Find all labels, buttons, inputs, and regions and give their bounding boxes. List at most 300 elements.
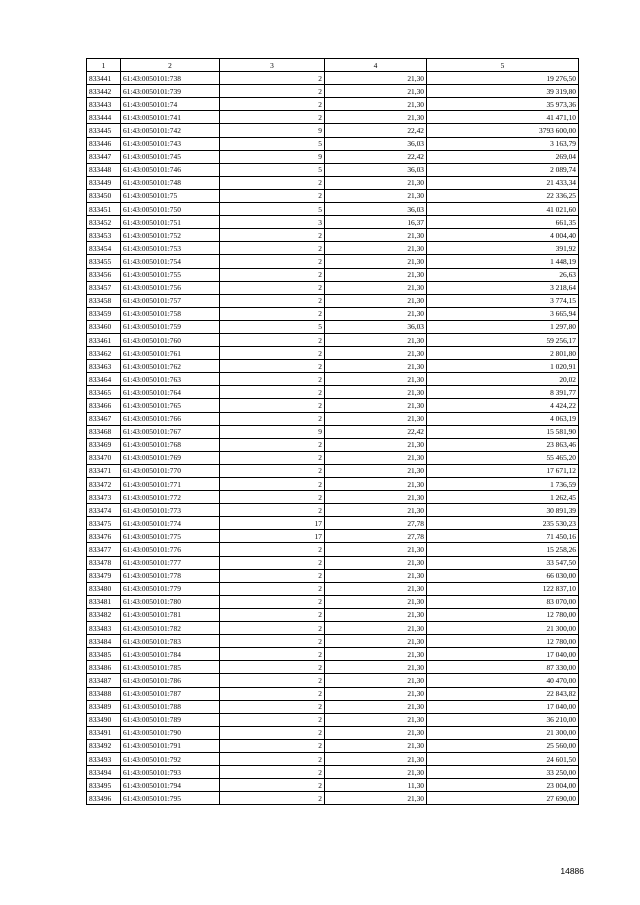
cadastral-number-cell: 61:43:0050101:742: [121, 124, 220, 137]
table-row: [87, 399, 579, 412]
value-5-cell: 17 040,00: [427, 648, 579, 661]
value-4-cell: 21,30: [325, 582, 427, 595]
value-3-cell: 2: [220, 360, 325, 373]
cadastral-number-cell: 61:43:0050101:790: [121, 726, 220, 739]
value-5-cell: 1 448,19: [427, 255, 579, 268]
row-number-cell: 833442: [87, 85, 121, 98]
value-3-cell: 2: [220, 582, 325, 595]
value-3-cell: 2: [220, 713, 325, 726]
cadastral-number-cell: 61:43:0050101:786: [121, 674, 220, 687]
table-row: [87, 713, 579, 726]
value-4-cell: 36,03: [325, 137, 427, 150]
value-4-cell: 21,30: [325, 674, 427, 687]
cadastral-number-cell: 61:43:0050101:769: [121, 451, 220, 464]
row-number-cell: 833460: [87, 320, 121, 333]
value-3-cell: 2: [220, 595, 325, 608]
row-number-cell: 833447: [87, 150, 121, 163]
row-number-cell: 833474: [87, 504, 121, 517]
table-row: [87, 85, 579, 98]
table-row: [87, 464, 579, 477]
table-row: [87, 373, 579, 386]
table-body: [87, 72, 579, 805]
value-5-cell: 17 671,12: [427, 464, 579, 477]
value-3-cell: 2: [220, 294, 325, 307]
row-number-cell: 833449: [87, 176, 121, 189]
row-number-cell: 833486: [87, 661, 121, 674]
value-4-cell: 36,03: [325, 203, 427, 216]
table-row: [87, 648, 579, 661]
value-3-cell: 2: [220, 255, 325, 268]
table-row: [87, 320, 579, 333]
value-3-cell: 2: [220, 752, 325, 765]
row-number-cell: 833450: [87, 189, 121, 202]
page-number: 14886: [560, 866, 584, 876]
row-number-cell: 833490: [87, 713, 121, 726]
table-row: [87, 582, 579, 595]
cadastral-number-cell: 61:43:0050101:754: [121, 255, 220, 268]
cadastral-number-cell: 61:43:0050101:757: [121, 294, 220, 307]
value-4-cell: 21,30: [325, 438, 427, 451]
value-4-cell: 21,30: [325, 373, 427, 386]
row-number-cell: 833480: [87, 582, 121, 595]
value-5-cell: 22 843,82: [427, 687, 579, 700]
table-row: [87, 360, 579, 373]
table-row: [87, 543, 579, 556]
value-4-cell: 21,30: [325, 98, 427, 111]
table-row: [87, 700, 579, 713]
table-row: [87, 530, 579, 543]
value-4-cell: 21,30: [325, 229, 427, 242]
table-row: [87, 203, 579, 216]
value-3-cell: 2: [220, 661, 325, 674]
table-row: [87, 504, 579, 517]
value-5-cell: 35 973,36: [427, 98, 579, 111]
table-row: [87, 150, 579, 163]
header-row: [87, 59, 579, 72]
row-number-cell: 833489: [87, 700, 121, 713]
table-row: [87, 661, 579, 674]
value-5-cell: 269,04: [427, 150, 579, 163]
row-number-cell: 833473: [87, 491, 121, 504]
value-5-cell: 39 319,80: [427, 85, 579, 98]
cadastral-number-cell: 61:43:0050101:781: [121, 608, 220, 621]
value-4-cell: 21,30: [325, 491, 427, 504]
table-row: [87, 137, 579, 150]
cadastral-number-cell: 61:43:0050101:746: [121, 163, 220, 176]
value-3-cell: 2: [220, 373, 325, 386]
value-3-cell: 2: [220, 72, 325, 85]
value-5-cell: 12 780,00: [427, 635, 579, 648]
value-5-cell: 21 433,34: [427, 176, 579, 189]
cadastral-number-cell: 61:43:0050101:794: [121, 779, 220, 792]
column-header: 1: [87, 59, 121, 72]
value-3-cell: 17: [220, 530, 325, 543]
value-5-cell: 3793 600,00: [427, 124, 579, 137]
cadastral-number-cell: 61:43:0050101:783: [121, 635, 220, 648]
row-number-cell: 833484: [87, 635, 121, 648]
row-number-cell: 833470: [87, 451, 121, 464]
cadastral-number-cell: 61:43:0050101:789: [121, 713, 220, 726]
value-5-cell: 26,63: [427, 268, 579, 281]
row-number-cell: 833459: [87, 307, 121, 320]
value-4-cell: 36,03: [325, 163, 427, 176]
value-3-cell: 5: [220, 203, 325, 216]
cadastral-number-cell: 61:43:0050101:768: [121, 438, 220, 451]
cadastral-number-cell: 61:43:0050101:761: [121, 347, 220, 360]
value-4-cell: 21,30: [325, 412, 427, 425]
value-4-cell: 21,30: [325, 451, 427, 464]
value-4-cell: 21,30: [325, 333, 427, 346]
table-row: [87, 569, 579, 582]
row-number-cell: 833444: [87, 111, 121, 124]
value-4-cell: 11,30: [325, 779, 427, 792]
value-4-cell: 21,30: [325, 386, 427, 399]
row-number-cell: 833488: [87, 687, 121, 700]
value-3-cell: 3: [220, 216, 325, 229]
value-4-cell: 21,30: [325, 281, 427, 294]
value-5-cell: 24 601,50: [427, 752, 579, 765]
value-4-cell: 21,30: [325, 347, 427, 360]
table-row: [87, 229, 579, 242]
value-3-cell: 2: [220, 779, 325, 792]
value-5-cell: 22 336,25: [427, 189, 579, 202]
value-4-cell: 21,30: [325, 700, 427, 713]
row-number-cell: 833485: [87, 648, 121, 661]
value-5-cell: 17 040,00: [427, 700, 579, 713]
value-3-cell: 2: [220, 333, 325, 346]
value-5-cell: 3 163,79: [427, 137, 579, 150]
cadastral-number-cell: 61:43:0050101:773: [121, 504, 220, 517]
value-4-cell: 21,30: [325, 648, 427, 661]
row-number-cell: 833472: [87, 478, 121, 491]
value-4-cell: 21,30: [325, 752, 427, 765]
row-number-cell: 833451: [87, 203, 121, 216]
row-number-cell: 833491: [87, 726, 121, 739]
table-row: [87, 163, 579, 176]
cadastral-number-cell: 61:43:0050101:767: [121, 425, 220, 438]
table-row: [87, 595, 579, 608]
value-3-cell: 2: [220, 792, 325, 805]
cadastral-number-cell: 61:43:0050101:766: [121, 412, 220, 425]
value-3-cell: 2: [220, 700, 325, 713]
value-5-cell: 33 250,00: [427, 766, 579, 779]
row-number-cell: 833462: [87, 347, 121, 360]
row-number-cell: 833461: [87, 333, 121, 346]
value-3-cell: 2: [220, 687, 325, 700]
cadastral-number-cell: 61:43:0050101:774: [121, 517, 220, 530]
row-number-cell: 833453: [87, 229, 121, 242]
cadastral-number-cell: 61:43:0050101:765: [121, 399, 220, 412]
value-4-cell: 21,30: [325, 622, 427, 635]
table-row: [87, 556, 579, 569]
value-5-cell: 59 256,17: [427, 333, 579, 346]
table-row: [87, 242, 579, 255]
table-row: [87, 766, 579, 779]
row-number-cell: 833495: [87, 779, 121, 792]
value-4-cell: 21,30: [325, 111, 427, 124]
value-5-cell: 23 004,00: [427, 779, 579, 792]
value-3-cell: 2: [220, 451, 325, 464]
cadastral-number-cell: 61:43:0050101:788: [121, 700, 220, 713]
cadastral-number-cell: 61:43:0050101:762: [121, 360, 220, 373]
row-number-cell: 833456: [87, 268, 121, 281]
value-3-cell: 2: [220, 98, 325, 111]
cadastral-number-cell: 61:43:0050101:763: [121, 373, 220, 386]
value-4-cell: 27,78: [325, 517, 427, 530]
value-5-cell: 21 300,00: [427, 726, 579, 739]
value-3-cell: 2: [220, 399, 325, 412]
value-5-cell: 122 837,10: [427, 582, 579, 595]
cadastral-number-cell: 61:43:0050101:791: [121, 739, 220, 752]
value-5-cell: 87 330,00: [427, 661, 579, 674]
cadastral-number-cell: 61:43:0050101:748: [121, 176, 220, 189]
table-row: [87, 176, 579, 189]
value-5-cell: 27 690,00: [427, 792, 579, 805]
table-row: [87, 438, 579, 451]
cadastral-number-cell: 61:43:0050101:792: [121, 752, 220, 765]
row-number-cell: 833448: [87, 163, 121, 176]
value-4-cell: 21,30: [325, 464, 427, 477]
column-header: 3: [220, 59, 325, 72]
value-3-cell: 2: [220, 648, 325, 661]
cadastral-number-cell: 61:43:0050101:756: [121, 281, 220, 294]
value-4-cell: 27,78: [325, 530, 427, 543]
column-header: 4: [325, 59, 427, 72]
row-number-cell: 833464: [87, 373, 121, 386]
value-3-cell: 2: [220, 622, 325, 635]
value-4-cell: 21,30: [325, 792, 427, 805]
row-number-cell: 833445: [87, 124, 121, 137]
cadastral-number-cell: 61:43:0050101:771: [121, 478, 220, 491]
row-number-cell: 833475: [87, 517, 121, 530]
value-5-cell: 30 891,39: [427, 504, 579, 517]
value-5-cell: 15 258,26: [427, 543, 579, 556]
value-3-cell: 2: [220, 85, 325, 98]
value-3-cell: 2: [220, 189, 325, 202]
value-4-cell: 21,30: [325, 556, 427, 569]
value-5-cell: 391,92: [427, 242, 579, 255]
row-number-cell: 833496: [87, 792, 121, 805]
value-5-cell: 1 297,80: [427, 320, 579, 333]
value-4-cell: 21,30: [325, 595, 427, 608]
row-number-cell: 833468: [87, 425, 121, 438]
value-5-cell: 2 801,80: [427, 347, 579, 360]
value-5-cell: 2 089,74: [427, 163, 579, 176]
column-header: 5: [427, 59, 579, 72]
value-5-cell: 33 547,50: [427, 556, 579, 569]
cadastral-number-cell: 61:43:0050101:758: [121, 307, 220, 320]
row-number-cell: 833478: [87, 556, 121, 569]
value-3-cell: 2: [220, 268, 325, 281]
value-4-cell: 21,30: [325, 242, 427, 255]
value-4-cell: 21,30: [325, 255, 427, 268]
value-3-cell: 2: [220, 412, 325, 425]
value-5-cell: 3 218,64: [427, 281, 579, 294]
cadastral-number-cell: 61:43:0050101:752: [121, 229, 220, 242]
table-row: [87, 111, 579, 124]
cadastral-number-cell: 61:43:0050101:75: [121, 189, 220, 202]
value-4-cell: 21,30: [325, 360, 427, 373]
cadastral-number-cell: 61:43:0050101:775: [121, 530, 220, 543]
cadastral-number-cell: 61:43:0050101:777: [121, 556, 220, 569]
cadastral-number-cell: 61:43:0050101:755: [121, 268, 220, 281]
cadastral-number-cell: 61:43:0050101:793: [121, 766, 220, 779]
value-5-cell: 15 581,90: [427, 425, 579, 438]
value-5-cell: 41 021,60: [427, 203, 579, 216]
value-5-cell: 8 391,77: [427, 386, 579, 399]
table-row: [87, 478, 579, 491]
row-number-cell: 833471: [87, 464, 121, 477]
value-5-cell: 36 210,00: [427, 713, 579, 726]
row-number-cell: 833482: [87, 608, 121, 621]
value-3-cell: 2: [220, 464, 325, 477]
row-number-cell: 833483: [87, 622, 121, 635]
value-4-cell: 22,42: [325, 124, 427, 137]
value-5-cell: 21 300,00: [427, 622, 579, 635]
value-3-cell: 2: [220, 176, 325, 189]
cadastral-number-cell: 61:43:0050101:772: [121, 491, 220, 504]
table-row: [87, 347, 579, 360]
value-3-cell: 9: [220, 124, 325, 137]
value-4-cell: 16,37: [325, 216, 427, 229]
value-3-cell: 2: [220, 739, 325, 752]
table-row: [87, 268, 579, 281]
value-4-cell: 21,30: [325, 294, 427, 307]
cadastral-number-cell: 61:43:0050101:795: [121, 792, 220, 805]
value-3-cell: 2: [220, 674, 325, 687]
value-4-cell: 21,30: [325, 569, 427, 582]
row-number-cell: 833452: [87, 216, 121, 229]
value-4-cell: 21,30: [325, 687, 427, 700]
value-4-cell: 21,30: [325, 504, 427, 517]
row-number-cell: 833469: [87, 438, 121, 451]
row-number-cell: 833454: [87, 242, 121, 255]
table-row: [87, 189, 579, 202]
table-row: [87, 674, 579, 687]
value-4-cell: 21,30: [325, 399, 427, 412]
table-row: [87, 622, 579, 635]
row-number-cell: 833476: [87, 530, 121, 543]
table-row: [87, 72, 579, 85]
cadastral-number-cell: 61:43:0050101:776: [121, 543, 220, 556]
value-5-cell: 3 665,94: [427, 307, 579, 320]
value-3-cell: 5: [220, 320, 325, 333]
cadastral-number-cell: 61:43:0050101:738: [121, 72, 220, 85]
cadastral-number-cell: 61:43:0050101:741: [121, 111, 220, 124]
value-3-cell: 2: [220, 478, 325, 491]
row-number-cell: 833493: [87, 752, 121, 765]
cadastral-number-cell: 61:43:0050101:753: [121, 242, 220, 255]
row-number-cell: 833467: [87, 412, 121, 425]
table-row: [87, 451, 579, 464]
value-3-cell: 17: [220, 517, 325, 530]
table-row: [87, 752, 579, 765]
value-4-cell: 21,30: [325, 713, 427, 726]
value-3-cell: 9: [220, 150, 325, 163]
value-3-cell: 2: [220, 229, 325, 242]
table-row: [87, 216, 579, 229]
value-3-cell: 5: [220, 137, 325, 150]
value-5-cell: 1 262,45: [427, 491, 579, 504]
value-5-cell: 12 780,00: [427, 608, 579, 621]
value-5-cell: 19 276,50: [427, 72, 579, 85]
row-number-cell: 833457: [87, 281, 121, 294]
value-4-cell: 22,42: [325, 425, 427, 438]
value-3-cell: 2: [220, 347, 325, 360]
cadastral-number-cell: 61:43:0050101:782: [121, 622, 220, 635]
value-4-cell: 21,30: [325, 766, 427, 779]
cadastral-number-cell: 61:43:0050101:779: [121, 582, 220, 595]
cadastral-number-cell: 61:43:0050101:778: [121, 569, 220, 582]
row-number-cell: 833441: [87, 72, 121, 85]
value-3-cell: 2: [220, 111, 325, 124]
row-number-cell: 833492: [87, 739, 121, 752]
table-row: [87, 792, 579, 805]
value-3-cell: 2: [220, 543, 325, 556]
value-5-cell: 40 470,00: [427, 674, 579, 687]
value-3-cell: 2: [220, 726, 325, 739]
row-number-cell: 833477: [87, 543, 121, 556]
value-3-cell: 2: [220, 242, 325, 255]
cadastral-number-cell: 61:43:0050101:780: [121, 595, 220, 608]
table-row: [87, 517, 579, 530]
value-3-cell: 2: [220, 386, 325, 399]
row-number-cell: 833446: [87, 137, 121, 150]
value-5-cell: 661,35: [427, 216, 579, 229]
cadastral-number-cell: 61:43:0050101:764: [121, 386, 220, 399]
table-row: [87, 635, 579, 648]
row-number-cell: 833494: [87, 766, 121, 779]
cadastral-number-cell: 61:43:0050101:770: [121, 464, 220, 477]
value-5-cell: 4 424,22: [427, 399, 579, 412]
value-3-cell: 5: [220, 163, 325, 176]
column-header: 2: [121, 59, 220, 72]
table-row: [87, 425, 579, 438]
row-number-cell: 833466: [87, 399, 121, 412]
value-5-cell: 66 030,00: [427, 569, 579, 582]
value-5-cell: 235 530,23: [427, 517, 579, 530]
value-4-cell: 21,30: [325, 635, 427, 648]
cadastral-number-cell: 61:43:0050101:784: [121, 648, 220, 661]
cadastral-number-cell: 61:43:0050101:759: [121, 320, 220, 333]
value-5-cell: 4 004,40: [427, 229, 579, 242]
table-row: [87, 491, 579, 504]
value-3-cell: 2: [220, 307, 325, 320]
value-3-cell: 2: [220, 556, 325, 569]
value-4-cell: 21,30: [325, 189, 427, 202]
value-5-cell: 55 465,20: [427, 451, 579, 464]
value-5-cell: 4 063,19: [427, 412, 579, 425]
row-number-cell: 833481: [87, 595, 121, 608]
value-5-cell: 1 020,91: [427, 360, 579, 373]
row-number-cell: 833479: [87, 569, 121, 582]
value-4-cell: 21,30: [325, 268, 427, 281]
value-4-cell: 21,30: [325, 661, 427, 674]
value-5-cell: 71 450,16: [427, 530, 579, 543]
table-row: [87, 124, 579, 137]
row-number-cell: 833455: [87, 255, 121, 268]
table-row: [87, 333, 579, 346]
value-4-cell: 22,42: [325, 150, 427, 163]
value-5-cell: 3 774,15: [427, 294, 579, 307]
value-5-cell: 25 560,00: [427, 739, 579, 752]
table-row: [87, 281, 579, 294]
table-row: [87, 294, 579, 307]
value-3-cell: 9: [220, 425, 325, 438]
value-4-cell: 21,30: [325, 176, 427, 189]
data-table: [86, 58, 579, 805]
table-row: [87, 608, 579, 621]
